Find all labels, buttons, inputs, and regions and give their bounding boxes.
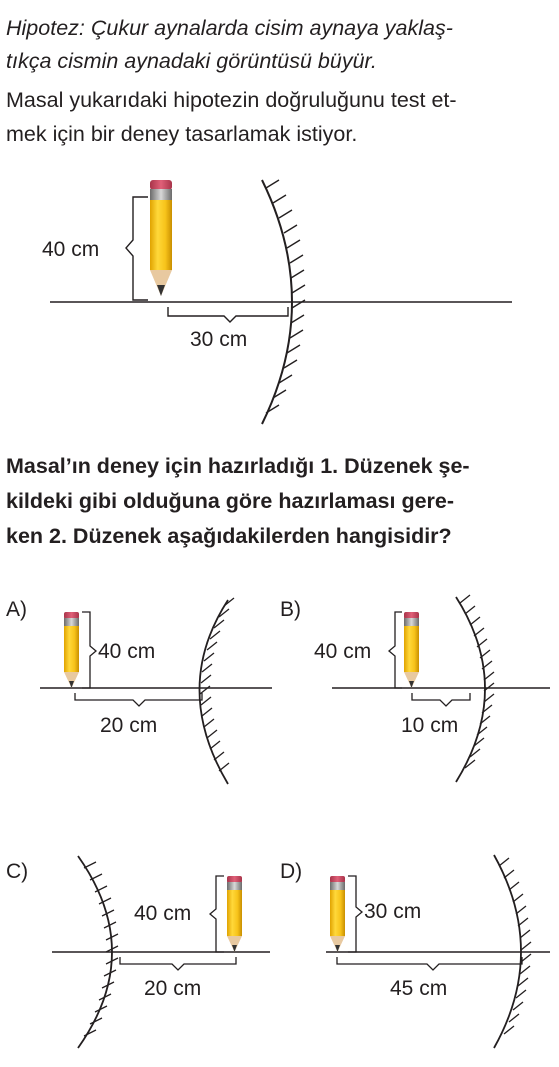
hypothesis-line-1: Hipotez: Çukur aynalarda cisim aynaya yaklaş- xyxy=(6,16,453,40)
mirror-hatching xyxy=(266,180,305,413)
pencil-icon xyxy=(64,612,79,688)
option-a-distance-label: 20 cm xyxy=(100,714,158,737)
question-line-2: kildeki gibi olduğuna göre hazırlaması gere- xyxy=(6,489,455,513)
mirror-hatching xyxy=(499,858,531,1034)
intro-line-2: mek için bir deney tasarlamak istiyor. xyxy=(6,122,358,146)
hypothesis-line-2: tıkça cismin aynadaki görüntüsü büyür. xyxy=(6,49,377,73)
height-brace xyxy=(210,876,224,952)
main-distance-label: 30 cm xyxy=(190,328,248,351)
option-c-height-label: 40 cm xyxy=(134,902,192,925)
height-brace xyxy=(82,612,96,688)
pencil-icon xyxy=(404,612,419,688)
height-brace xyxy=(348,876,362,952)
option-b-diagram xyxy=(332,595,550,782)
option-b-height-label: 40 cm xyxy=(314,640,372,663)
option-b-letter[interactable]: B) xyxy=(280,598,301,621)
main-diagram xyxy=(50,180,512,424)
height-brace xyxy=(389,612,402,688)
option-c-letter[interactable]: C) xyxy=(6,860,29,883)
distance-brace xyxy=(75,693,202,706)
distance-brace xyxy=(168,307,288,322)
option-d-distance-label: 45 cm xyxy=(390,977,448,1000)
distance-brace xyxy=(120,957,236,970)
question-line-3: ken 2. Düzenek aşağıdakilerden hangisidir? xyxy=(6,524,452,548)
option-a-diagram xyxy=(40,598,272,784)
option-a-height-label: 40 cm xyxy=(98,640,156,663)
height-brace xyxy=(126,197,148,300)
option-c-distance-label: 20 cm xyxy=(144,977,202,1000)
mirror-hatching xyxy=(84,862,118,1036)
option-a-letter[interactable]: A) xyxy=(6,598,27,621)
pencil-icon xyxy=(227,876,242,952)
question-line-1: Masal’ın deney için hazırladığı 1. Düzenek şe- xyxy=(6,454,470,478)
pencil-icon xyxy=(330,876,345,952)
option-d-letter[interactable]: D) xyxy=(280,860,303,883)
main-height-label: 40 cm xyxy=(42,238,100,261)
option-b-distance-label: 10 cm xyxy=(401,714,459,737)
intro-line-1: Masal yukarıdaki hipotezin doğruluğunu test et- xyxy=(6,88,457,112)
option-c-diagram xyxy=(52,856,270,1048)
option-d-height-label: 30 cm xyxy=(364,900,422,923)
distance-brace xyxy=(412,693,470,706)
mirror-hatching xyxy=(460,595,494,768)
pencil-icon xyxy=(150,180,172,296)
distance-brace xyxy=(337,957,522,970)
option-d-diagram xyxy=(326,855,550,1048)
mirror-hatching xyxy=(200,598,234,771)
